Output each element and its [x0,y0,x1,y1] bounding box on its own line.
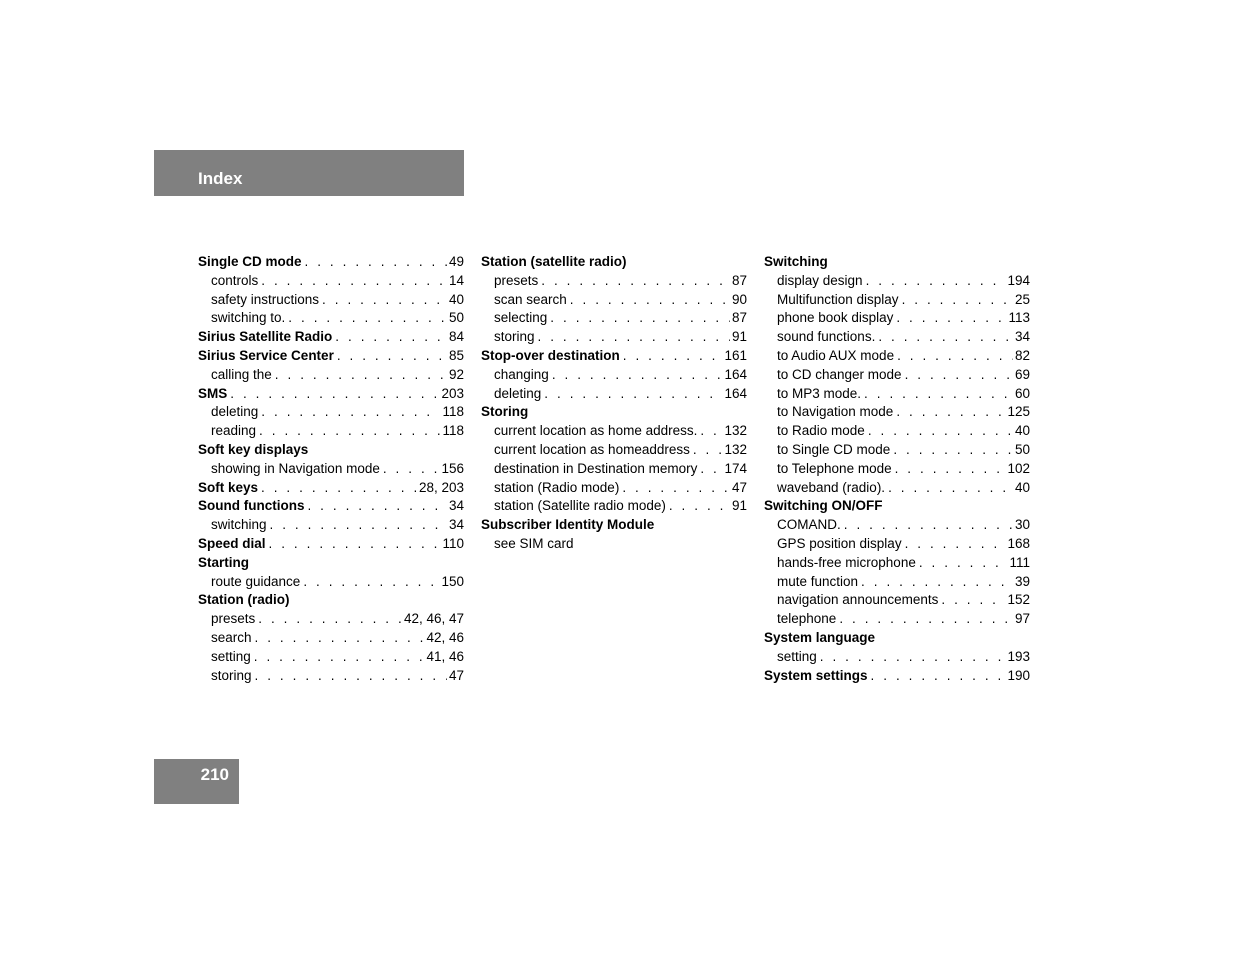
index-page-ref: 49 [448,254,464,269]
index-page-ref: 113 [1008,310,1030,326]
dot-leader [322,291,447,310]
index-term: switching [211,517,267,533]
dot-leader [570,291,730,310]
dot-leader [839,610,1013,629]
dot-leader [897,347,1013,366]
dot-leader [261,479,417,498]
index-page-ref: 161 [724,347,747,363]
dot-leader [871,667,1006,686]
index-term: presets [494,272,539,288]
dot-leader [261,272,447,291]
index-page-ref: 132 [724,423,747,439]
dot-leader [261,403,440,422]
index-term: hands-free microphone [777,554,916,570]
index-entry [198,460,464,479]
index-entry [198,403,464,422]
index-term: scan search [494,291,567,307]
index-entry [198,479,464,498]
index-page-ref: 174 [724,460,747,476]
index-page-ref: 168 [1007,535,1030,551]
dot-leader [896,309,1006,328]
index-entry [481,441,747,460]
index-entry [198,385,464,404]
dot-leader [275,366,447,385]
index-page-ref: 111 [1009,554,1030,570]
index-term: SMS [198,385,228,401]
index-entry [481,272,747,291]
index-page-ref: 97 [1014,611,1030,627]
index-term: to Single CD mode [777,441,891,457]
index-term: Station (radio) [198,592,290,608]
dot-leader [544,385,722,404]
index-entry [764,403,1030,422]
dot-leader [868,422,1013,441]
index-page-ref: 194 [1007,272,1030,288]
index-term: to MP3 mode. [777,385,862,401]
index-entry [198,422,464,441]
index-entry [764,272,1030,291]
dot-leader [941,591,1005,610]
index-term: search [211,629,252,645]
dot-leader [270,516,447,535]
index-page-ref: 193 [1007,648,1030,664]
index-page-ref: 102 [1007,460,1030,476]
dot-leader [541,272,730,291]
index-entry [198,648,464,667]
index-term: Sirius Satellite Radio [198,329,333,345]
index-page-ref: 125 [1007,404,1030,420]
dot-leader [895,460,1006,479]
index-term: storing [494,329,535,345]
dot-leader [288,309,447,328]
index-entry [481,479,747,498]
index-term: reading [211,423,257,439]
index-entry [764,516,1030,535]
index-page-ref: 118 [442,404,464,420]
index-term: phone book display [777,310,894,326]
index-term: station (Radio mode) [494,479,620,495]
index-entry [198,497,464,516]
index-page-ref: 90 [731,291,747,307]
index-entry [481,328,747,347]
dot-leader [337,347,447,366]
index-entry [481,403,747,422]
index-entry [764,535,1030,554]
dot-leader [258,610,402,629]
index-term: GPS position display [777,535,902,551]
index-term: mute function [777,573,859,589]
index-term: changing [494,366,549,382]
index-entry [198,610,464,629]
index-page-ref: 47 [448,667,464,683]
index-column-1 [198,253,464,685]
index-page-ref: 34 [1014,329,1030,345]
index-entry [481,347,747,366]
index-term: current location as homeaddress [494,441,690,457]
index-entry [764,366,1030,385]
index-term: Speed dial [198,535,266,551]
index-entry [764,422,1030,441]
index-term: System language [764,629,876,645]
dot-leader [902,291,1013,310]
dot-leader [700,460,722,479]
index-entry [198,591,464,610]
index-entry [481,516,747,535]
index-entry [198,441,464,460]
index-term: waveband (radio). [777,479,886,495]
dot-leader [335,328,447,347]
index-entry [198,272,464,291]
index-entry [481,497,747,516]
index-entry [764,253,1030,272]
index-page-ref: 156 [441,460,464,476]
index-term: Switching [764,254,828,269]
index-page-ref: 190 [1007,667,1030,683]
index-term: deleting [494,385,542,401]
index-entry [764,573,1030,592]
dot-leader [255,629,425,648]
index-page-ref: 92 [448,366,464,382]
dot-leader [230,385,439,404]
index-term: destination in Destination memory [494,460,698,476]
index-page-ref: 50 [448,310,464,326]
index-page-ref: 39 [1014,573,1030,589]
dot-leader [623,347,723,366]
index-page-ref: 132 [724,441,747,457]
section-title: Index [198,169,243,188]
index-entry [764,291,1030,310]
dot-leader [905,535,1006,554]
index-column-3 [764,253,1030,685]
index-entry [198,667,464,686]
dot-leader [269,535,441,554]
index-page-ref: 91 [731,498,747,514]
index-term: display design [777,272,863,288]
index-page-ref: 40 [448,291,464,307]
index-term: Stop-over destination [481,347,620,363]
index-page-ref: 118 [442,423,464,439]
dot-leader [259,422,440,441]
index-page-ref: 203 [441,385,464,401]
index-entry [764,591,1030,610]
index-term: see SIM card [494,535,574,551]
index-term: to Telephone mode [777,460,892,476]
index-entry [481,422,747,441]
dot-leader [303,573,439,592]
index-entry [481,253,747,272]
index-term: Subscriber Identity Module [481,517,655,533]
index-term: showing in Navigation mode [211,460,380,476]
dot-leader [896,403,1005,422]
index-entry [198,366,464,385]
index-entry [481,535,747,554]
index-page-ref: 40 [1014,479,1030,495]
index-page-ref: 30 [1014,517,1030,533]
index-page-ref: 34 [448,498,464,514]
index-term: Soft key displays [198,441,309,457]
index-entry [764,385,1030,404]
index-term: Single CD mode [198,254,302,269]
index-entry [198,629,464,648]
index-term: to CD changer mode [777,366,902,382]
index-page-ref: 34 [448,517,464,533]
index-term: current location as home address. [494,423,698,439]
index-page-ref: 85 [448,347,464,363]
index-page-ref: 41, 46 [426,648,464,664]
index-term: sound functions. [777,329,876,345]
index-entry [764,667,1030,686]
index-entry [764,479,1030,498]
index-term: COMAND. [777,517,841,533]
index-entry [481,460,747,479]
index-entry [198,347,464,366]
index-entry [764,648,1030,667]
index-term: Station (satellite radio) [481,254,627,269]
index-term: telephone [777,611,837,627]
index-term: Storing [481,404,529,420]
index-term: controls [211,272,259,288]
index-entry [764,460,1030,479]
dot-leader [864,385,1013,404]
index-entry [198,554,464,573]
dot-leader [844,516,1013,535]
index-term: to Audio AUX mode [777,347,895,363]
dot-leader [700,422,722,441]
index-page-ref: 69 [1014,366,1030,382]
index-term: setting [777,648,817,664]
dot-leader [383,460,440,479]
index-term: calling the [211,366,272,382]
dot-leader [919,554,1008,573]
index-entry [198,328,464,347]
dot-leader [255,667,447,686]
dot-leader [552,366,723,385]
index-page-ref: 82 [1014,347,1030,363]
dot-leader [254,648,425,667]
dot-leader [893,441,1013,460]
index-entry [198,253,464,272]
index-term: Soft keys [198,479,259,495]
section-header-bar [154,150,464,196]
dot-leader [861,573,1013,592]
index-entry [198,535,464,554]
index-term: switching to. [211,310,286,326]
dot-leader [820,648,1006,667]
index-entry [481,385,747,404]
index-term: to Navigation mode [777,404,894,420]
index-column-2 [481,253,747,554]
index-entry [481,291,747,310]
index-entry [198,573,464,592]
index-entry [198,516,464,535]
index-entry [764,497,1030,516]
dot-leader [307,497,446,516]
index-page-ref: 42, 46 [426,629,464,645]
index-entry [198,291,464,310]
index-term: Sound functions [198,498,305,514]
page-number: 210 [200,765,229,784]
page-number-box [154,759,239,804]
index-page-ref: 28, 203 [418,479,464,495]
index-term: safety instructions [211,291,320,307]
index-entry [481,366,747,385]
index-term: storing [211,667,252,683]
index-page-ref: 50 [1014,441,1030,457]
index-page-ref: 164 [724,385,747,401]
index-term: to Radio mode [777,423,865,439]
index-term: station (Satellite radio mode) [494,498,666,514]
index-entry [198,309,464,328]
index-term: route guidance [211,573,301,589]
index-page-ref: 47 [731,479,747,495]
index-entry [764,554,1030,573]
index-entry [481,309,747,328]
dot-leader [888,479,1013,498]
dot-leader [305,253,447,272]
index-term: setting [211,648,251,664]
index-term: Multifunction display [777,291,899,307]
index-page-ref: 164 [724,366,747,382]
index-page-ref: 152 [1007,592,1030,608]
index-page-ref: 87 [731,310,747,326]
index-page-ref: 84 [448,329,464,345]
index-entry [764,610,1030,629]
dot-leader [622,479,730,498]
index-page-ref: 60 [1014,385,1030,401]
index-term: selecting [494,310,548,326]
index-term: navigation announcements [777,592,939,608]
index-entry [764,441,1030,460]
dot-leader [693,441,723,460]
index-page-ref: 110 [442,535,464,551]
index-term: presets [211,611,256,627]
index-term: System settings [764,667,868,683]
index-page-ref: 42, 46, 47 [403,611,464,627]
dot-leader [538,328,730,347]
index-page-ref: 91 [731,329,747,345]
index-entry [764,309,1030,328]
index-page-ref: 87 [731,272,747,288]
index-page-ref: 25 [1014,291,1030,307]
index-term: deleting [211,404,259,420]
dot-leader [905,366,1013,385]
dot-leader [550,309,730,328]
index-term: Switching ON/OFF [764,498,883,514]
index-entry [764,347,1030,366]
index-entry [764,629,1030,648]
index-page-ref: 40 [1014,423,1030,439]
dot-leader [866,272,1006,291]
dot-leader [669,497,730,516]
index-page-ref: 14 [448,272,464,288]
index-page-ref: 150 [441,573,464,589]
index-term: Sirius Service Center [198,347,334,363]
index-entry [764,328,1030,347]
dot-leader [878,328,1013,347]
index-term: Starting [198,554,250,570]
